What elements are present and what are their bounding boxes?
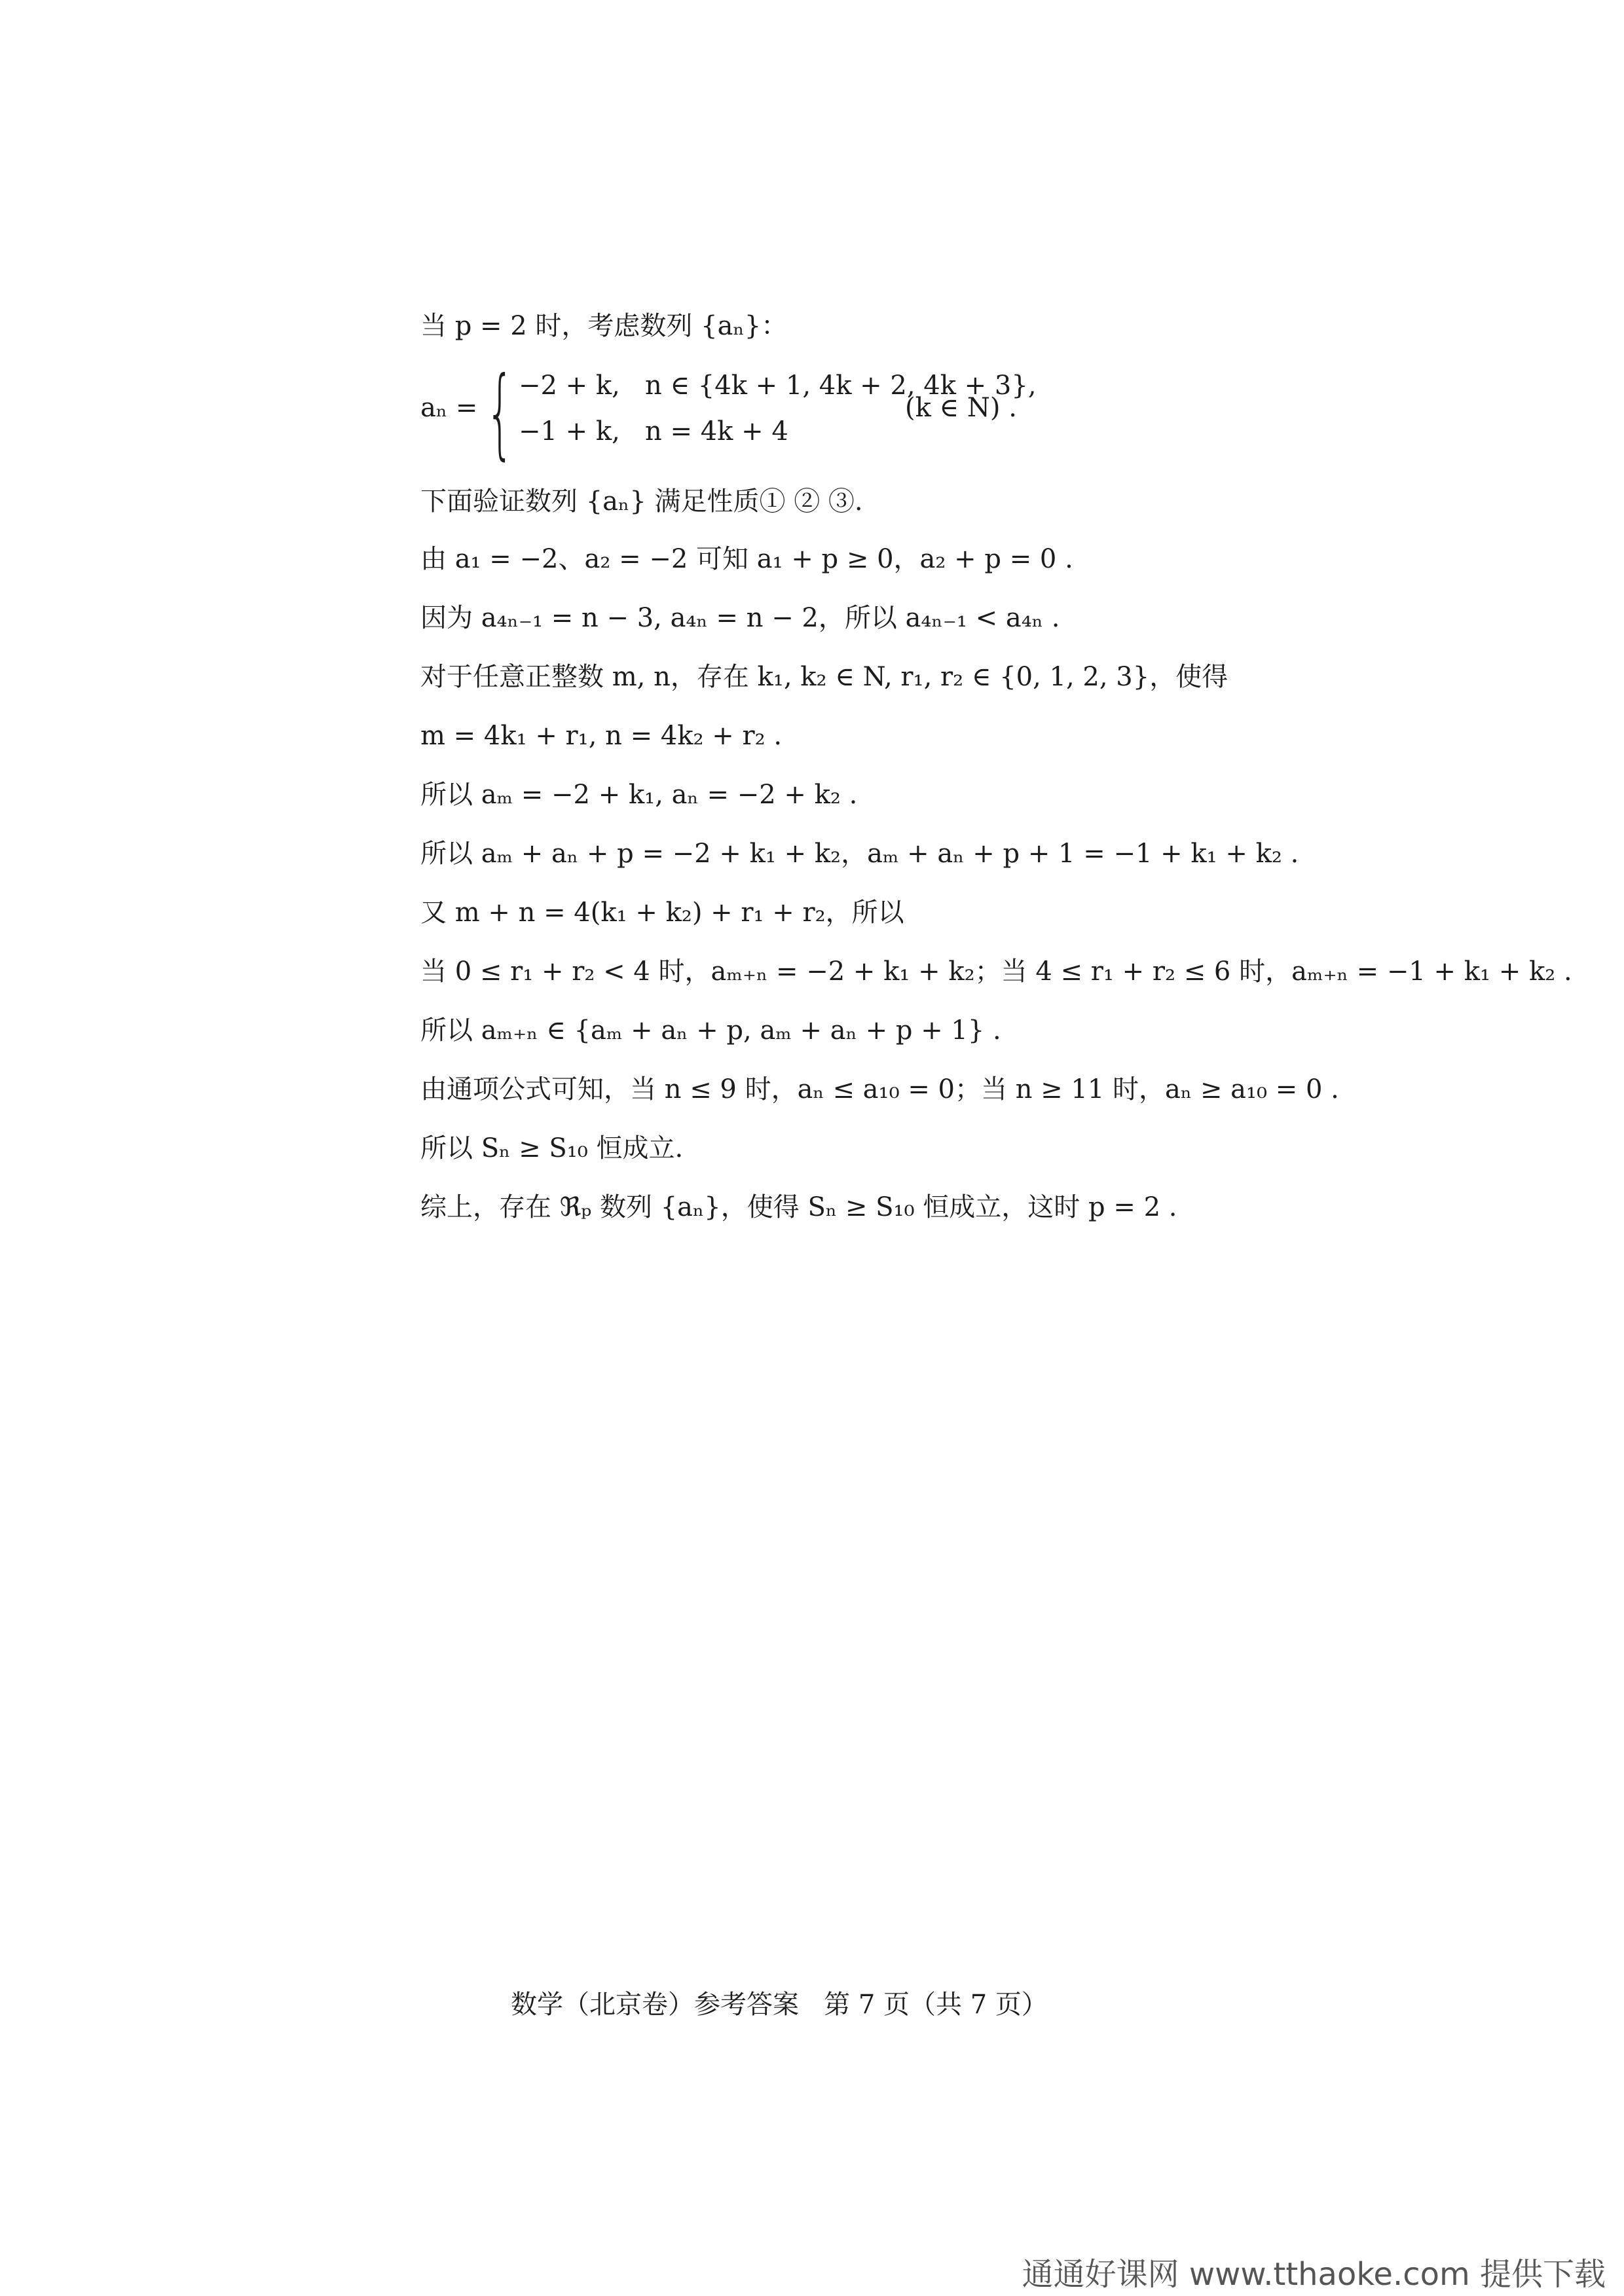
text-line: 由通项公式可知，当 n ≤ 9 时，aₙ ≤ a₁₀ = 0；当 n ≥ 11 时，aₙ ≥ a₁₀ = 0 . bbox=[420, 1074, 1339, 1104]
text-line: 所以 aₘ + aₙ + p = −2 + k₁ + k₂，aₘ + aₙ + p + 1 = −1 + k₁ + k₂ . bbox=[420, 839, 1299, 869]
formula-case-2: −1 + k, n = 4k + 4 bbox=[519, 416, 788, 446]
text-line: 由 a₁ = −2、a₂ = −2 可知 a₁ + p ≥ 0，a₂ + p = 0 . bbox=[420, 544, 1073, 574]
formula-case-1: −2 + k, n ∈ {4k + 1, 4k + 2, 4k + 3}, bbox=[519, 371, 1037, 401]
text-line: 当 0 ≤ r₁ + r₂ < 4 时，aₘ₊ₙ = −2 + k₁ + k₂；当 4 ≤ r₁ + r₂ ≤ 6 时，aₘ₊ₙ = −1 + k₁ + k₂ . bbox=[420, 957, 1572, 987]
formula-lhs: aₙ = bbox=[420, 393, 478, 423]
brace-symbol: { bbox=[486, 356, 514, 470]
text-line: 又 m + n = 4(k₁ + k₂) + r₁ + r₂，所以 bbox=[420, 898, 904, 928]
formula-condition: (k ∈ N) . bbox=[905, 393, 1017, 423]
page-footer: 数学（北京卷）参考答案 第 7 页（共 7 页） bbox=[511, 1990, 1048, 2020]
piecewise-formula bbox=[420, 356, 1442, 470]
text-line: 所以 aₘ = −2 + k₁, aₙ = −2 + k₂ . bbox=[420, 780, 858, 810]
watermark-text: 通通好课网 www.tthaoke.com 提供下载 bbox=[1022, 2256, 1606, 2293]
text-line: 综上，存在 ℜₚ 数列 {aₙ}，使得 Sₙ ≥ S₁₀ 恒成立，这时 p = 2 . bbox=[420, 1192, 1177, 1222]
text-line: 所以 Sₙ ≥ S₁₀ 恒成立. bbox=[420, 1133, 684, 1163]
text-line: 下面验证数列 {aₙ} 满足性质① ② ③. bbox=[420, 486, 863, 517]
text-line: 对于任意正整数 m, n，存在 k₁, k₂ ∈ N, r₁, r₂ ∈ {0, 1, 2, 3}，使得 bbox=[420, 662, 1228, 692]
text-line: 所以 aₘ₊ₙ ∈ {aₘ + aₙ + p, aₘ + aₙ + p + 1} . bbox=[420, 1015, 1001, 1046]
text-line: 因为 a₄ₙ₋₁ = n − 3, a₄ₙ = n − 2，所以 a₄ₙ₋₁ < a₄ₙ . bbox=[420, 603, 1060, 633]
text-line: 当 p = 2 时，考虑数列 {aₙ}： bbox=[420, 311, 788, 341]
text-line: m = 4k₁ + r₁, n = 4k₂ + r₂ . bbox=[420, 721, 783, 751]
